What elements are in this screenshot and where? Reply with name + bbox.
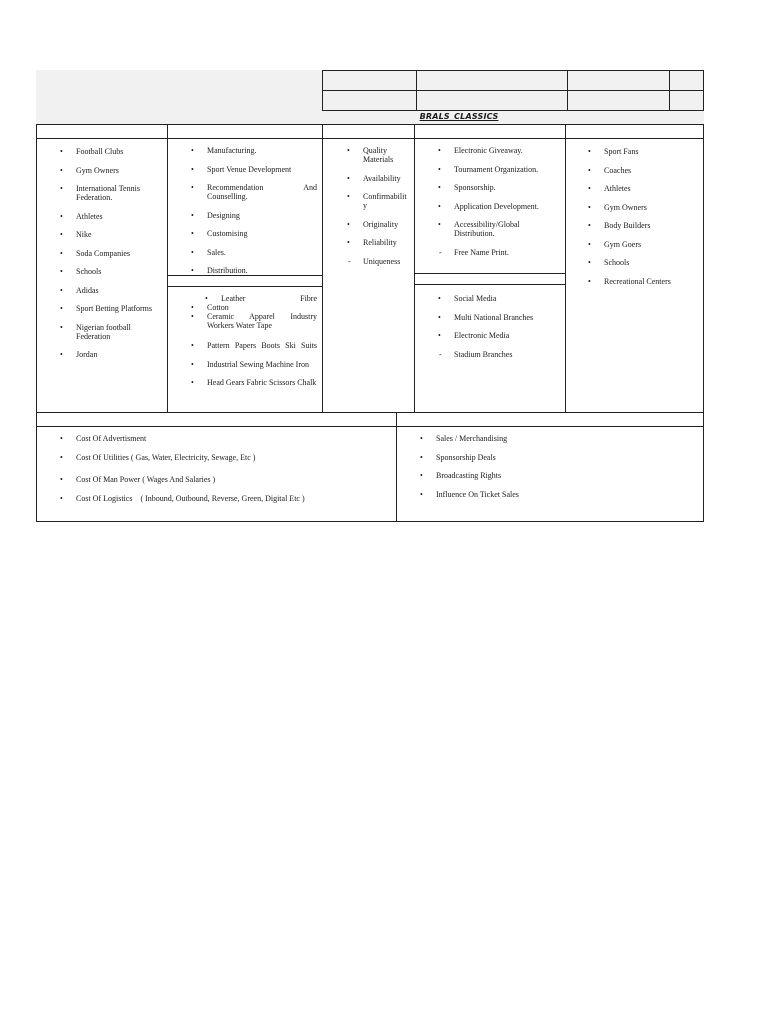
list-item: • Jordan	[60, 350, 164, 359]
list-item: • Body Builders	[588, 221, 698, 230]
channels-list	[438, 294, 556, 368]
channels-heading	[414, 273, 566, 285]
list-item: • Coaches	[588, 166, 698, 175]
header-cell	[567, 90, 670, 111]
list-item: • Application Development.	[438, 202, 556, 211]
column-heading-value-propositions	[322, 124, 415, 139]
list-item: • Sales.	[191, 248, 317, 257]
list-item: • Adidas	[60, 286, 164, 295]
list-item: • Cost Of Logistics ( Inbound, Outbound, Reverse, Green, Digital Etc )	[60, 494, 380, 503]
list-item: • Cost Of Utilities ( Gas, Water, Electricity, Sewage, Etc )	[60, 453, 380, 462]
customer-segments-list	[588, 147, 698, 295]
list-item: • Gym Goers	[588, 240, 698, 249]
list-item: • Football Clubs	[60, 147, 164, 156]
list-item: • Cotton	[191, 303, 317, 312]
list-item: • Soda Companies	[60, 249, 164, 258]
list-item: • Gym Owners	[60, 166, 164, 175]
revenue-streams-heading	[396, 412, 704, 427]
list-item: • Broadcasting Rights	[420, 471, 690, 480]
header-cell	[669, 90, 704, 111]
list-item: • Multi National Branches	[438, 313, 556, 322]
list-item: • Quality Materials	[347, 146, 403, 164]
list-item: • Manufacturing.	[191, 146, 317, 155]
list-item: • Influence On Ticket Sales	[420, 490, 690, 499]
list-item: • Industrial Sewing Machine Iron	[191, 360, 317, 369]
list-item: • Cost Of Advertisment	[60, 434, 380, 443]
list-item: • Electronic Media	[438, 331, 556, 340]
list-item: • Reliability	[347, 238, 409, 247]
list-item: • Cost Of Man Power ( Wages And Salaries )	[60, 475, 380, 484]
key-resources-list-a	[191, 294, 317, 340]
list-item: • International Tennis Federation.	[60, 184, 164, 202]
cost-structure-list	[60, 434, 380, 513]
list-item: - Stadium Branches	[438, 350, 556, 359]
header-cell	[416, 90, 568, 111]
header-cell	[669, 70, 704, 91]
list-item: • Head Gears Fabric Scissors Chalk	[191, 378, 317, 387]
list-item: • Recommendation And Counselling.	[191, 183, 317, 201]
key-activities-list	[191, 146, 317, 285]
list-item: - Free Name Print.	[438, 248, 556, 257]
column-heading-key-partners	[36, 124, 168, 139]
list-item: • Gym Owners	[588, 203, 698, 212]
list-item: • Accessibility/Global Distribution.	[438, 220, 534, 238]
list-item: • Social Media	[438, 294, 556, 303]
revenue-streams-list	[420, 434, 690, 508]
list-item: • Nigerian football Federation	[60, 323, 146, 341]
list-item: • Schools	[588, 258, 698, 267]
list-item: - Uniqueness	[347, 257, 409, 266]
list-item: • Schools	[60, 267, 164, 276]
header-cell	[322, 90, 417, 111]
column-heading-customer-relationships	[414, 124, 566, 139]
list-item: • Distribution.	[191, 266, 317, 275]
list-item: • Sport Venue Development	[191, 165, 317, 174]
cost-structure-heading	[36, 412, 397, 427]
list-item: • Designing	[191, 211, 317, 220]
list-item: • Electronic Giveaway.	[438, 146, 556, 155]
list-item: • Confirmability	[347, 192, 409, 210]
list-item: • Originality	[347, 220, 409, 229]
list-item: • Sponsorship Deals	[420, 453, 690, 462]
key-resources-list-b	[191, 341, 317, 397]
list-item: • Availability	[347, 174, 409, 183]
column-heading-customer-segments	[565, 124, 704, 139]
list-item: • Ceramic Apparel Industry Workers Water Tape	[191, 312, 317, 330]
header-cell	[416, 70, 568, 91]
list-item: • Pattern Papers Boots Ski Suits	[191, 341, 317, 350]
list-item: • Customising	[191, 229, 317, 238]
customer-relationships-list	[438, 146, 556, 266]
list-item: • Athletes	[60, 212, 164, 221]
list-item: • Tournament Organization.	[438, 165, 556, 174]
column-heading-key-activities	[167, 124, 323, 139]
document-title: BRALS_CLASSICS	[419, 112, 499, 121]
key-partners-list	[60, 147, 164, 369]
list-item: • Leather Fibre	[205, 294, 317, 303]
list-item: • Sales / Merchandising	[420, 434, 690, 443]
header-cell	[567, 70, 670, 91]
header-cell	[322, 70, 417, 91]
list-item: • Athletes	[588, 184, 698, 193]
list-item: • Recreational Centers	[588, 277, 698, 286]
list-item: • Sport Betting Platforms	[60, 304, 164, 313]
list-item: • Sport Fans	[588, 147, 698, 156]
list-item: • Nike	[60, 230, 164, 239]
value-propositions-list	[347, 146, 409, 275]
list-item: • Sponsorship.	[438, 183, 556, 192]
